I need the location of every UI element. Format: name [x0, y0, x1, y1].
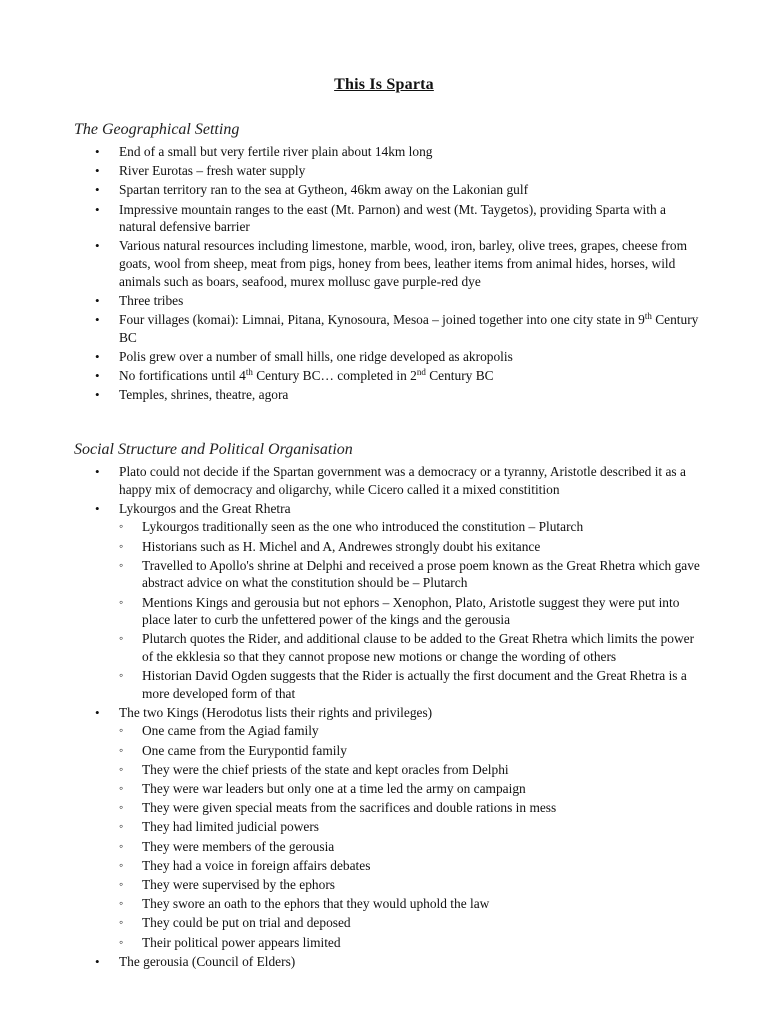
- sublist-item: ◦ They had a voice in foreign affairs debates: [119, 857, 705, 875]
- sublist-item: ◦ One came from the Agiad family: [119, 722, 705, 740]
- sublist-item: ◦ They swore an oath to the ephors that they would uphold the law: [119, 895, 705, 913]
- list-item: [95, 311, 705, 346]
- sublist-item: ◦ They were war leaders but only one at a time led the army on campaign: [119, 780, 705, 798]
- list-item: • Temples, shrines, theatre, agora: [95, 386, 705, 404]
- list-item: • Three tribes: [95, 292, 705, 310]
- list-item-label: Lykourgos and the Great Rhetra: [119, 500, 291, 516]
- sublist-item: ◦ Historian David Ogden suggests that the Rider is actually the first document and the Great Rhetra is a more developed form of that: [119, 667, 705, 702]
- list-item-text: Century BC: [425, 367, 494, 383]
- list-item-text: No fortifications until 4: [119, 367, 246, 383]
- sublist-item: ◦ Plutarch quotes the Rider, and additional clause to be added to the Great Rhetra which limits the power of the ekklesia so that they cannot propose new motions or change the wording of others: [119, 630, 705, 665]
- section-heading-geography: The Geographical Setting: [74, 121, 240, 138]
- geography-list: [95, 143, 705, 405]
- sublist-item: ◦ Mentions Kings and gerousia but not ephors – Xenophon, Plato, Aristotle suggest they were put into place later to curb the unfettered power of the kings and the gerousia: [119, 594, 705, 629]
- sublist-item: ◦ They were given special meats from the sacrifices and double rations in mess: [119, 799, 705, 817]
- list-item: [95, 367, 705, 385]
- sublist-kings: [119, 722, 705, 951]
- list-item-text: Century BC… completed in 2: [252, 367, 417, 383]
- sublist-item: ◦ Their political power appears limited: [119, 934, 705, 952]
- sublist-item: ◦ They were the chief priests of the state and kept oracles from Delphi: [119, 761, 705, 779]
- list-item: [95, 500, 705, 703]
- ordinal-suffix: th: [245, 366, 253, 377]
- sublist-item: ◦ Lykourgos traditionally seen as the one who introduced the constitution – Plutarch: [119, 518, 705, 536]
- ordinal-suffix: nd: [416, 366, 426, 377]
- sublist-item: ◦ They could be put on trial and deposed: [119, 914, 705, 932]
- list-item: • Spartan territory ran to the sea at Gytheon, 46km away on the Lakonian gulf: [95, 181, 705, 199]
- section-heading-social-structure: Social Structure and Political Organisation: [74, 441, 353, 458]
- list-item-text: Four villages (komai): Limnai, Pitana, Kynosoura, Mesoa – joined together into one city state in 9: [119, 311, 645, 327]
- list-item: [95, 704, 705, 951]
- sublist-item: ◦ Travelled to Apollo's shrine at Delphi and received a prose poem known as the Great Rhetra which gave abstract advice on what the constitution should be – Plutarch: [119, 557, 705, 592]
- list-item: • The gerousia (Council of Elders): [95, 953, 705, 971]
- social-structure-list: [95, 463, 705, 972]
- list-item: • Plato could not decide if the Spartan government was a democracy or a tyranny, Aristotle described it as a happy mix of democracy and oligarchy, while Cicero called it a mixed constitition: [95, 463, 705, 498]
- sublist-item: ◦ Historians such as H. Michel and A, Andrewes strongly doubt his exitance: [119, 538, 705, 556]
- list-item-text: Century BC: [119, 311, 699, 345]
- document-title: This Is Sparta: [334, 76, 434, 93]
- sublist-lykourgos: [119, 518, 705, 702]
- sublist-item: ◦ They had limited judicial powers: [119, 818, 705, 836]
- sublist-item: ◦ One came from the Eurypontid family: [119, 742, 705, 760]
- list-item: • End of a small but very fertile river plain about 14km long: [95, 143, 705, 161]
- list-item: • Various natural resources including limestone, marble, wood, iron, barley, olive trees, grapes, cheese from goats, wool from sheep, meat from pigs, honey from bees, leather items from animal hides, horses, wild animals such as boars, seafood, murex mollusc gave purple-red dye: [95, 237, 705, 290]
- list-item: • River Eurotas – fresh water supply: [95, 162, 705, 180]
- list-item: • Impressive mountain ranges to the east (Mt. Parnon) and west (Mt. Taygetos), providing Sparta with a natural defensive barrier: [95, 201, 705, 236]
- sublist-item: ◦ They were supervised by the ephors: [119, 876, 705, 894]
- sublist-item: ◦ They were members of the gerousia: [119, 838, 705, 856]
- list-item-label: The two Kings (Herodotus lists their rights and privileges): [119, 704, 433, 720]
- ordinal-suffix: th: [644, 310, 652, 321]
- list-item: • Polis grew over a number of small hills, one ridge developed as akropolis: [95, 348, 705, 366]
